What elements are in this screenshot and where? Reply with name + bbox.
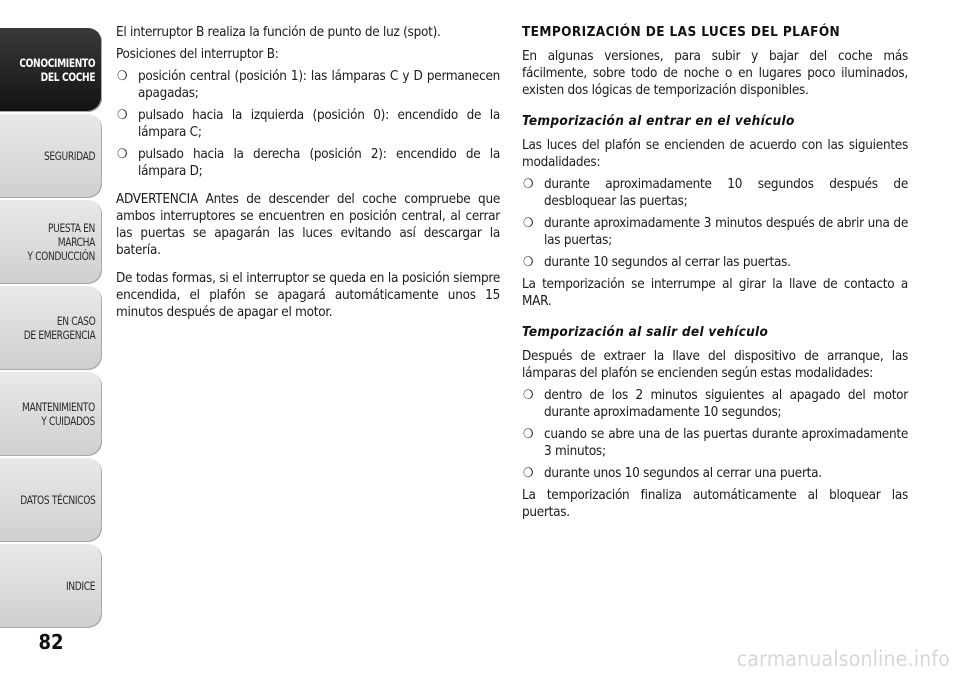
bullet-circle-icon: ❍ [523,466,534,481]
right-column [522,24,908,526]
paragraph: En algunas versiones, para subir y bajar del coche más fácilmente, sobre todo de noche o en lugares poco iluminados, existen dos lógicas de temporización disponibles. [522,49,908,98]
list-item: ❍ durante unos 10 segundos al cerrar una puerta. [523,466,822,481]
subsection-title-exiting: Temporización al salir del vehículo [522,324,769,340]
list-item: ❍ pulsado hacia la izquierda (posición 0): encendido de la lámpara C; [117,108,500,140]
tab-datos-tecnicos[interactable] [0,458,102,542]
list-item: ❍ durante aproximadamente 3 minutos después de abrir una de las puertas; [523,216,908,248]
bullet-circle-icon: ❍ [523,255,534,270]
tab-label: INDICE [65,579,95,593]
list-item: ❍ posición central (posición 1): las lámparas C y D permanecen apagadas; [117,69,500,101]
tab-label: CONOCIMIENTO DEL COCHE [19,56,95,84]
paragraph: Posiciones del interruptor B: [116,47,279,62]
paragraph: La temporización finaliza automáticamente al bloquear las puertas. [522,488,908,520]
tab-label: SEGURIDAD [43,149,95,163]
warning-paragraph: ADVERTENCIA Antes de descender del coche compruebe que ambos interruptores se encuentren en posición central, al cerrar las puertas se apagarán las luces evitando así descargar la batería. [116,192,500,258]
entering-modes-list [522,176,908,271]
list-item: ❍ pulsado hacia la derecha (posición 2): encendido de la lámpara D; [117,147,500,179]
list-item: ❍ dentro de los 2 minutos siguientes al apagado del motor durante aproximadamente 10 segundos; [523,388,908,420]
tab-label: EN CASO DE EMERGENCIA [23,314,95,342]
tab-puesta-en-marcha[interactable] [0,200,102,284]
paragraph: La temporización se interrumpe al girar la llave de contacto a MAR. [522,277,908,309]
list-item: ❍ durante aproximadamente 10 segundos después de desbloquear las puertas; [523,177,908,209]
chapter-sidebar [0,28,102,630]
exiting-modes-list [522,387,908,482]
bullet-circle-icon: ❍ [117,108,128,123]
tab-seguridad[interactable] [0,114,102,198]
section-title: TEMPORIZACIÓN DE LAS LUCES DEL PLAFÓN [522,24,841,40]
tab-label: PUESTA EN MARCHA Y CONDUCCIÓN [27,221,95,263]
paragraph: De todas formas, si el interruptor se queda en la posición siempre encendida, el plafón se apagará automáticamente unos 15 minutos después de apagar el motor. [116,271,500,320]
list-item: ❍ cuando se abre una de las puertas durante aproximadamente 3 minutos; [523,427,908,459]
bullet-circle-icon: ❍ [523,216,534,231]
tab-indice[interactable] [0,544,102,628]
switch-positions-list [116,68,500,180]
list-item: ❍ durante 10 segundos al cerrar las puertas. [523,255,791,270]
tab-en-caso-de-emergencia[interactable] [0,286,102,370]
tab-mantenimiento[interactable] [0,372,102,456]
bullet-circle-icon: ❍ [523,427,534,442]
bullet-circle-icon: ❍ [523,388,534,403]
left-column [116,24,500,326]
paragraph: Las luces del plafón se encienden de acuerdo con las siguientes modalidades: [522,138,908,170]
bullet-circle-icon: ❍ [117,147,128,162]
bullet-circle-icon: ❍ [117,69,128,84]
watermark: carmanualsonline.info [736,647,950,671]
bullet-circle-icon: ❍ [523,177,534,192]
paragraph: Después de extraer la llave del dispositivo de arranque, las lámparas del plafón se encienden según estas modalidades: [522,349,908,381]
tab-label: MANTENIMIENTO Y CUIDADOS [22,400,95,428]
tab-label: DATOS TÉCNICOS [19,493,95,507]
tab-conocimiento-del-coche[interactable] [0,28,102,112]
paragraph: El interruptor B realiza la función de punto de luz (spot). [116,25,441,40]
page-number: 82 [38,630,64,654]
subsection-title-entering: Temporización al entrar en el vehículo [522,113,795,129]
